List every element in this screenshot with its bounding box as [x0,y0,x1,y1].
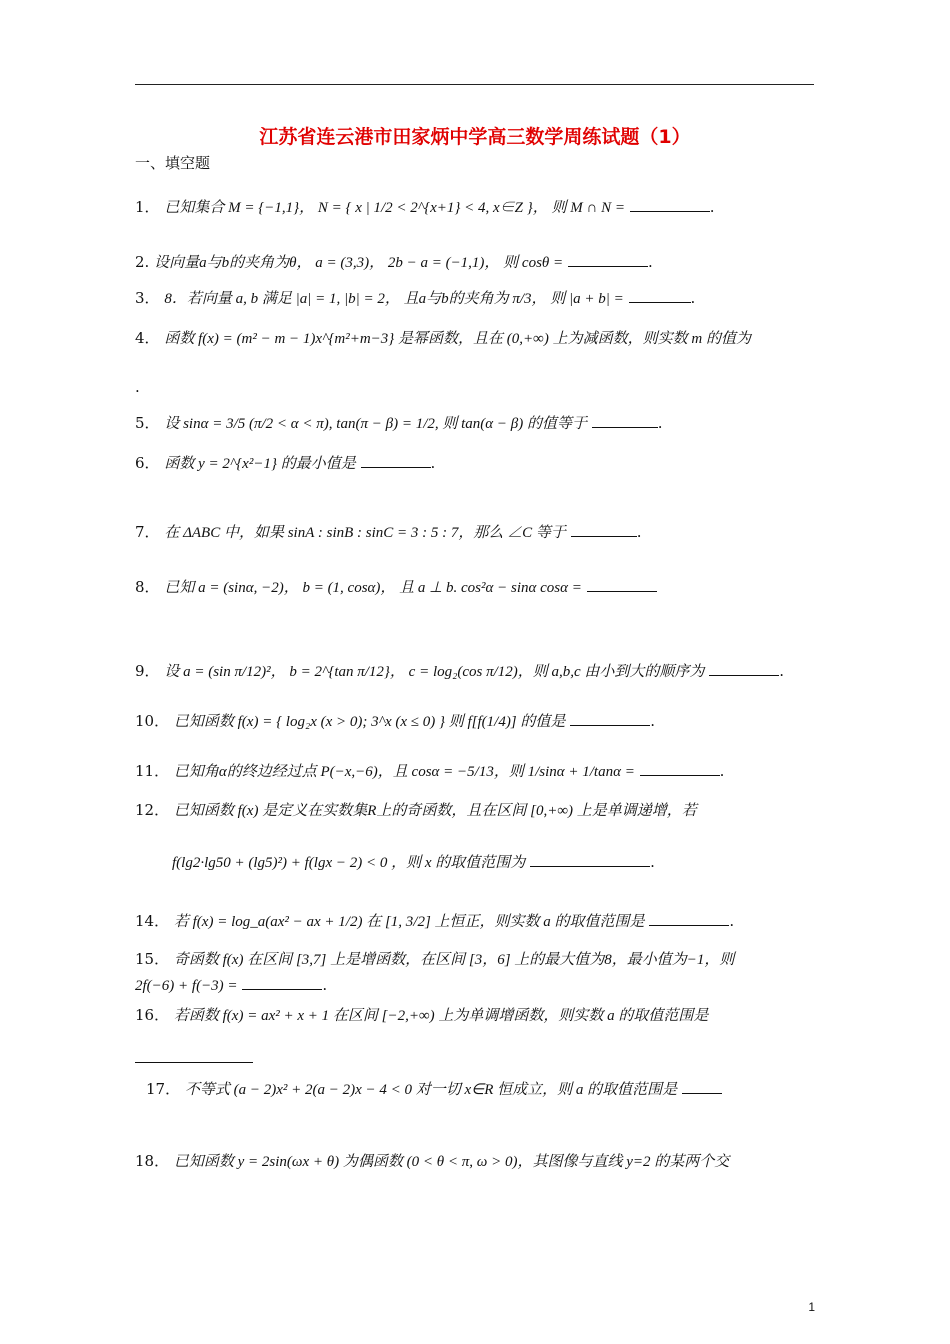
question-number: 4． [135,329,160,347]
question-12-continuation: f(lg2·lg50 + (lg5)²) + f(lgx − 2) < 0 ，则 x 的取值范围为 . [172,853,655,871]
question-15-continuation: 2f(−6) + f(−3) = . [135,976,328,994]
question-number: 18． [135,1152,170,1170]
question-number: 1． [135,198,160,216]
question-text: . [135,378,140,396]
question-text: 不等式 (a − 2)x² + 2(a − 2)x − 4 < 0 对一切 x∈R 恒成立，则 a 的取值范围是 [184,1082,678,1098]
answer-blank[interactable] [242,975,322,990]
section-heading: 一、填空题 [135,154,211,172]
question-text: 已知函数 f(x) = { log₂x (x > 0); 3^x (x ≤ 0) } 则 f[f(1/4)] 的值是 [173,714,566,730]
question-6: 6． 函数 y = 2^{x²−1} 的最小值是 . [135,454,436,472]
answer-blank[interactable] [571,522,637,537]
answer-blank[interactable] [361,453,431,468]
answer-blank[interactable] [568,252,648,267]
question-number: 15． [135,950,170,968]
question-text: 函数 f(x) = (m² − m − 1)x^{m²+m−3} 是幂函数，且在 (0,+∞) 上为减函数，则实数 m 的值为 [164,331,751,347]
answer-blank[interactable] [629,288,691,303]
question-number: 11． [135,762,170,780]
question-number: 6． [135,454,160,472]
question-number: 7． [135,523,160,541]
question-text: 已知 a = (sinα, −2)， b = (1, cosα)， 且 a ⊥ b. cos²α − sinα cosα = [164,580,582,596]
question-text: 设 sinα = 3/5 (π/2 < α < π), tan(π − β) = 1/2, 则 tan(α − β) 的值等于 [164,416,587,432]
question-number: 5． [135,414,160,432]
page-number: 1 [808,1300,815,1314]
question-text: 8．若向量 a, b 满足 |a| = 1, |b| = 2， 且a与b的夹角为 π/3， 则 |a + b| = [164,291,624,307]
question-number: 3． [135,289,160,307]
answer-blank[interactable] [709,661,779,676]
question-text: 若函数 f(x) = ax² + x + 1 在区间 [−2,+∞) 上为单调增函数，则实数 a 的取值范围是 [173,1008,709,1024]
question-text: 已知角α的终边经过点 P(−x,−6)，且 cosα = −5/13，则 1/sinα + 1/tanα = [173,764,635,780]
question-text: 已知函数 f(x) 是定义在实数集R上的奇函数，且在区间 [0,+∞) 上是单调递增，若 [173,803,697,819]
answer-blank[interactable] [649,911,729,926]
question-number: 2. [135,253,150,271]
answer-blank[interactable] [640,761,720,776]
question-17 [146,1078,722,1101]
answer-blank[interactable] [587,577,657,592]
answer-blank[interactable] [592,413,658,428]
answer-blank[interactable] [530,852,650,867]
question-text: 奇函数 f(x) 在区间 [3,7] 上是增函数，在区间 [3，6] 上的最大值为8，最小值为−1，则 [173,952,735,968]
question-number: 16． [135,1006,170,1024]
question-16 [135,1004,708,1027]
question-18 [135,1150,729,1173]
question-5: 5． 设 sinα = 3/5 (π/2 < α < π), tan(π − β) = 1/2, 则 tan(α − β) 的值等于 . [135,414,663,432]
question-number: 14． [135,912,170,930]
answer-blank[interactable] [135,1062,253,1063]
question-text: f(lg2·lg50 + (lg5)²) + f(lgx − 2) < 0 ，则 x 的取值范围为 [172,855,526,871]
question-text: 在 ΔABC 中，如果 sinA : sinB : sinC = 3 : 5 : 7，那么 ∠C 等于 [164,525,566,541]
answer-blank[interactable] [682,1079,722,1094]
document-title: 江苏省连云港市田家炳中学高三数学周练试题（1） [259,126,691,148]
question-1: 1． 已知集合 M = {−1,1}， N = { x | 1/2 < 2^{x+1} < 4, x∈Z }， 则 M ∩ N = . [135,198,715,216]
question-number: 12． [135,801,170,819]
question-text: 已知集合 M = {−1,1}， N = { x | 1/2 < 2^{x+1} < 4, x∈Z }， 则 M ∩ N = [164,200,625,216]
question-8 [135,576,657,599]
question-4-continuation [135,376,140,398]
answer-blank[interactable] [570,711,650,726]
question-text: 设 a = (sin π/12)²， b = 2^{tan π/12}， c = log₂(cos π/12)，则 a,b,c 由小到大的顺序为 [164,664,705,680]
question-text: 设向量a与b的夹角为θ， a = (3,3)， 2b − a = (−1,1)， 则 cosθ = [154,255,564,271]
question-12 [135,799,697,822]
question-7: 7． 在 ΔABC 中，如果 sinA : sinB : sinC = 3 : 5 : 7，那么 ∠C 等于 . [135,523,642,541]
question-9: 9． 设 a = (sin π/12)²， b = 2^{tan π/12}， c = log₂(cos π/12)，则 a,b,c 由小到大的顺序为 . [135,662,784,680]
question-3: 3． 8．若向量 a, b 满足 |a| = 1, |b| = 2， 且a与b的夹角为 π/3， 则 |a + b| = . [135,289,696,307]
question-text: 函数 y = 2^{x²−1} 的最小值是 [164,456,356,472]
question-15 [135,948,734,971]
header-rule [135,84,814,85]
question-text: 已知函数 y = 2sin(ωx + θ) 为偶函数 (0 < θ < π, ω > 0)，其图像与直线 y=2 的某两个交 [173,1154,730,1170]
question-number: 17． [146,1080,181,1098]
question-number: 8． [135,578,160,596]
question-number: 9． [135,662,160,680]
answer-blank[interactable] [630,197,710,212]
question-14: 14． 若 f(x) = log_a(ax² − ax + 1/2) 在 [1, 3/2] 上恒正，则实数 a 的取值范围是 . [135,912,735,930]
question-4 [135,327,751,350]
question-number: 10． [135,712,170,730]
question-2: 2. 设向量a与b的夹角为θ， a = (3,3)， 2b − a = (−1,1)， 则 cosθ = . [135,253,653,271]
question-11: 11． 已知角α的终边经过点 P(−x,−6)，且 cosα = −5/13，则 1/sinα + 1/tanα = . [135,762,725,780]
question-10: 10． 已知函数 f(x) = { log₂x (x > 0); 3^x (x ≤ 0) } 则 f[f(1/4)] 的值是 . [135,712,655,730]
question-text: 若 f(x) = log_a(ax² − ax + 1/2) 在 [1, 3/2] 上恒正，则实数 a 的取值范围是 [173,914,645,930]
question-text: 2f(−6) + f(−3) = [135,978,238,994]
